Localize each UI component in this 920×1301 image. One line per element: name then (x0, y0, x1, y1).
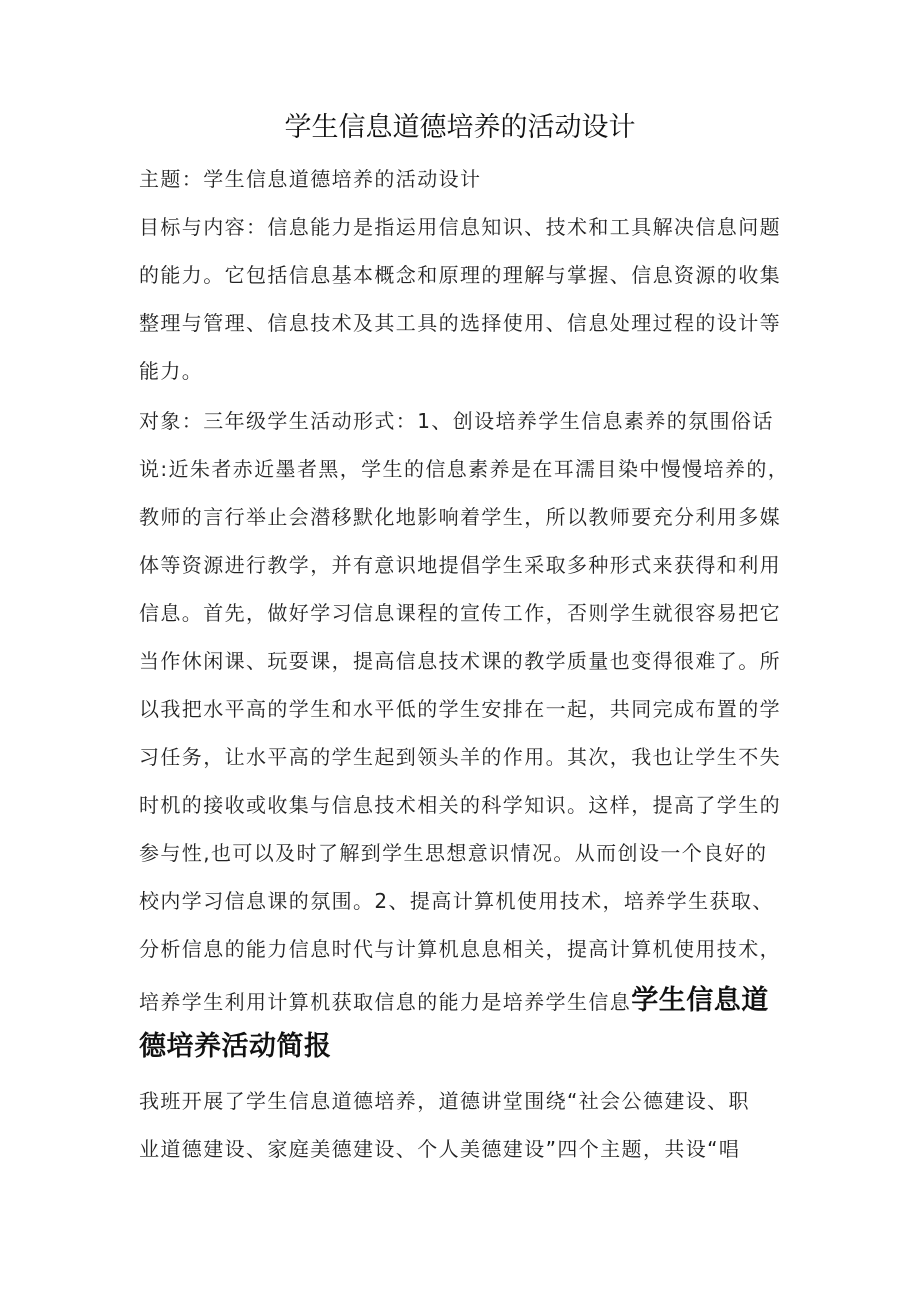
text-line: 对象：三年级学生活动形式：1、创设培养学生信息素养的氛围俗话 (139, 409, 774, 433)
mixed-line-regular: 培养学生利用计算机获取信息的能力是培养学生信息 (139, 990, 632, 1014)
text-line: 习任务，让水平高的学生起到领头羊的作用。其次，我也让学生不失 (139, 745, 781, 769)
text-line: 说:近朱者赤近墨者黑，学生的信息素养是在耳濡目染中慢慢培养的， (139, 457, 790, 481)
text-line: 参与性,也可以及时了解到学生思想意识情况。从而创设一个良好的 (139, 841, 768, 865)
section-heading-continuation: 德培养活动简报 (139, 1031, 332, 1062)
text-line: 整理与管理、信息技术及其工具的选择使用、信息处理过程的设计等 (139, 311, 781, 335)
text-line: 体等资源进行教学，并有意识地提倡学生采取多种形式来获得和利用 (139, 553, 781, 577)
text-line: 当作休闲课、玩耍课，提高信息技术课的教学质量也变得很难了。所 (139, 649, 781, 673)
text-line: 业道德建设、家庭美德建设、个人美德建设”四个主题，共设“唱 (139, 1137, 741, 1161)
text-line: 主题：学生信息道德培养的活动设计 (139, 167, 482, 191)
text-line: 我班开展了学生信息道德培养，道德讲堂围绕“社会公德建设、职 (139, 1089, 750, 1113)
text-line: 校内学习信息课的氛围。2、提高计算机使用技术，培养学生获取、 (139, 889, 774, 913)
text-line: 时机的接收或收集与信息技术相关的科学知识。这样，提高了学生的 (139, 793, 781, 817)
section-heading-start: 学生信息道 (631, 985, 769, 1016)
text-line: 目标与内容：信息能力是指运用信息知识、技术和工具解决信息问题 (139, 215, 781, 239)
text-line: 能力。 (139, 359, 204, 383)
document-title: 学生信息道德培养的活动设计 (284, 112, 636, 143)
text-line: 信息。首先，做好学习信息课程的宣传工作，否则学生就很容易把它 (139, 601, 781, 625)
text-line: 分析信息的能力信息时代与计算机息息相关，提高计算机使用技术， (139, 937, 781, 961)
text-line: 的能力。它包括信息基本概念和原理的理解与掌握、信息资源的收集 (139, 263, 781, 287)
text-line: 教师的言行举止会潜移默化地影响着学生，所以教师要充分利用多媒 (139, 505, 781, 529)
mixed-text-line (139, 983, 769, 1020)
text-line: 以我把水平高的学生和水平低的学生安排在一起，共同完成布置的学 (139, 697, 781, 721)
